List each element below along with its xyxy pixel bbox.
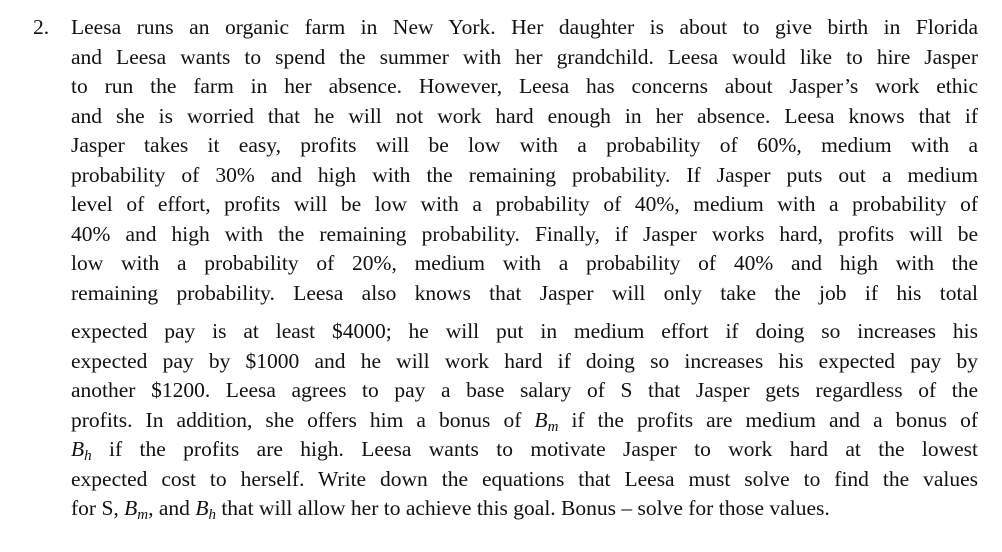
text-line: probability of 30% and high with the remaining probability. If Jasper puts out a medium [71,162,978,187]
text-line: low with a probability of 20%, medium with a probability of 40% and high with the [71,251,978,275]
symbol-base: B [71,437,85,461]
symbol-base: B [124,496,138,520]
symbol-subscript: m [547,418,559,435]
text-line: 40% and high with the remaining probability. Finally, if Jasper works hard, profits will be [71,221,978,246]
text-segment: if the profits are high. Leesa wants to motivate Jasper to work hard at the lowest [91,437,978,461]
text-line: expected pay is at least $4000; he will put in medium effort if doing so increases his [71,319,978,343]
text-line: Leesa runs an organic farm in New York. Her daughter is about to give birth in Florida [71,15,978,39]
bonus-medium-symbol [124,496,149,523]
symbol-subscript: h [84,448,92,464]
text-segment: if the profits are medium and a bonus of [558,407,978,432]
bonus-high-symbol [71,437,92,464]
symbol-base: B [534,407,548,432]
text-line: expected cost to herself. Write down the equations that Leesa must solve to find the values [71,466,978,491]
text-line: and she is worried that he will not work hard enough in her absence. Leesa knows that if [71,103,978,128]
text-line [71,435,978,465]
text-line [71,406,978,436]
text-line: level of effort, profits will be low with a probability of 40%, medium with a probability of [71,192,978,216]
text-line: another $1200. Leesa agrees to pay a base salary of S that Jasper gets regardless of the [71,378,978,402]
text-line [71,494,978,524]
text-line: Jasper takes it easy, profits will be low with a probability of 60%, medium with a [71,133,978,157]
text-line: and Leesa wants to spend the summer with her grandchild. Leesa would like to hire Jasper [71,44,978,69]
problem-number: 2. [33,15,50,39]
text-segment: for S, [71,496,125,520]
bonus-medium-symbol [534,407,559,435]
problem-2 [33,13,978,524]
symbol-subscript: m [137,507,149,523]
symbol-base: B [195,496,209,520]
text-line: remaining probability. Leesa also knows that Jasper will only take the job if his total [71,280,978,305]
symbol-subscript: h [208,507,216,523]
text-line: to run the farm in her absence. However, Leesa has concerns about Jasper’s work ethic [71,74,978,98]
text-line: expected pay by $1000 and he will work hard if doing so increases his expected pay by [71,348,978,373]
text-segment: profits. In addition, she offers him a bonus of [71,407,535,432]
problem-text [71,13,978,524]
paragraph-1 [71,13,978,308]
text-segment: that will allow her to achieve this goal. Bonus – solve for those values. [215,496,830,520]
text-segment: , and [148,496,196,520]
bonus-high-symbol [195,496,216,523]
paragraph-2 [71,317,978,524]
